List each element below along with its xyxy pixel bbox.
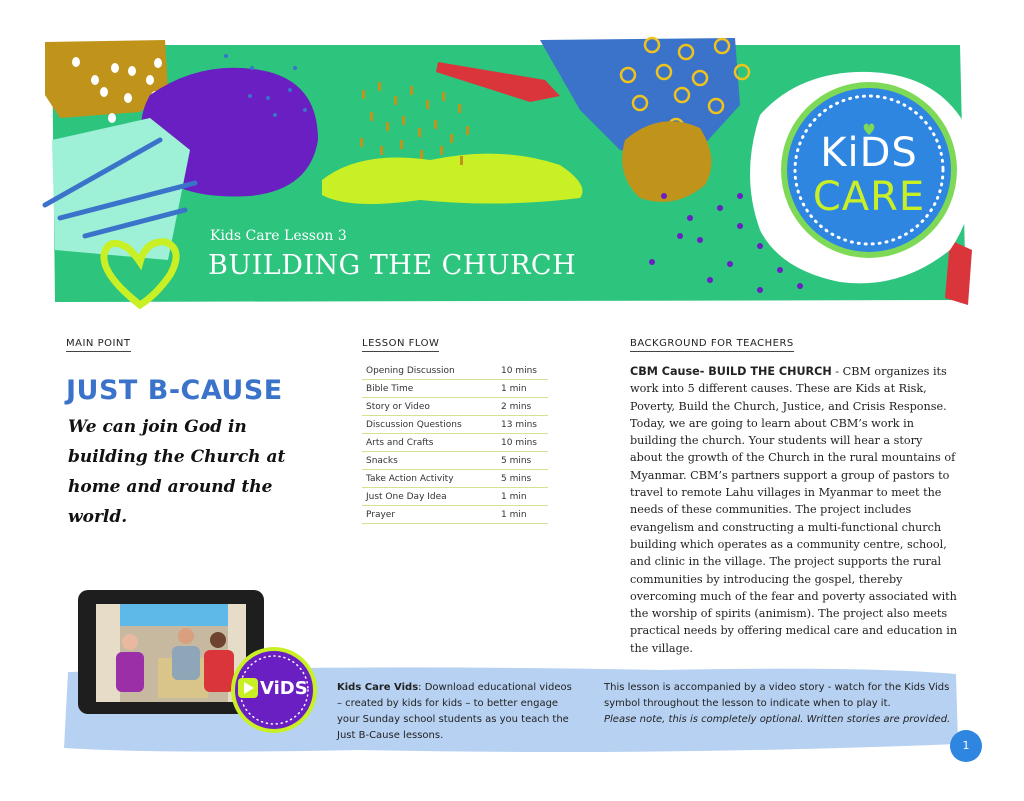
table-row: [362, 434, 548, 452]
logo-text-bottom: CARE: [812, 174, 926, 220]
table-row: [362, 506, 548, 524]
flow-item: Snacks: [362, 452, 497, 470]
main-point-text: We can join God in building the Church at home and around the world.: [68, 417, 286, 527]
flow-time: 5 mins: [497, 452, 548, 470]
table-row: [362, 398, 548, 416]
lesson-flow-table: [362, 362, 548, 524]
flow-time: 1 min: [497, 506, 548, 524]
logo-text-top: KiDS: [820, 130, 918, 176]
vids-note: [604, 680, 954, 728]
flow-time: 1 min: [497, 380, 548, 398]
table-row: [362, 452, 548, 470]
flow-time: 13 mins: [497, 416, 548, 434]
background-body: - CBM organizes its work into 5 different causes. These are Kids at Risk, Poverty, Build the Church, Justice, and Crisis Response. Today, we are going to learn about CBM’s work in building the church. Your students will hear a story about the growth of the Church in the rural mountains of Myanmar. CBM’s partners support a group of pastors to travel to remote Lahu villages in Myanmar to meet the needs of these communities. The project includes evangelism and constructing a multi-functional church building which operates as a community centre, school, and clinic in the village. The project supports the rural communities by introducing the gospel, thereby overcoming much of the fear and poverty associated with the worship of spirits (animism). The project also meets practical needs by offering medical care and education in the village.: [630, 365, 958, 655]
background-heading: BACKGROUND FOR TEACHERS: [630, 338, 794, 352]
vids-badge: [230, 646, 318, 734]
page-number: 1: [950, 730, 982, 762]
lesson-flow-heading: LESSON FLOW: [362, 338, 439, 352]
flow-item: Take Action Activity: [362, 470, 497, 488]
vids-lead: Kids Care Vids: [337, 682, 419, 693]
main-point-heading: MAIN POINT: [66, 338, 131, 352]
flow-item: Story or Video: [362, 398, 497, 416]
flow-time: 1 min: [497, 488, 548, 506]
flow-time: 2 mins: [497, 398, 548, 416]
flow-item: Just One Day Idea: [362, 488, 497, 506]
table-row: [362, 362, 548, 380]
flow-item: Prayer: [362, 506, 497, 524]
kids-care-logo: [779, 80, 959, 260]
vids-description: [337, 680, 577, 744]
page-title: BUILDING THE CHURCH: [208, 250, 577, 281]
flow-item: Bible Time: [362, 380, 497, 398]
flow-time: 5 mins: [497, 470, 548, 488]
flow-item: Discussion Questions: [362, 416, 497, 434]
background-text: [630, 363, 958, 657]
flow-item: Arts and Crafts: [362, 434, 497, 452]
main-point-title: JUST B-CAUSE: [66, 375, 283, 406]
table-row: [362, 488, 548, 506]
flow-time: 10 mins: [497, 434, 548, 452]
vids-note-italic: Please note, this is completely optional. Written stories are provided.: [604, 714, 951, 725]
vids-badge-text: ViDS: [260, 678, 308, 699]
vids-text: : Download educational videos – created by kids for kids – to better engage your Sunday school students as you teach the Just B-Cause lessons.: [337, 682, 572, 741]
vids-note-text: This lesson is accompanied by a video story - watch for the Kids Vids symbol throughout the lesson to indicate when to play it.: [604, 682, 950, 709]
flow-item: Opening Discussion: [362, 362, 497, 380]
flow-time: 10 mins: [497, 362, 548, 380]
table-row: [362, 380, 548, 398]
background-lead: CBM Cause- BUILD THE CHURCH: [630, 365, 832, 378]
table-row: [362, 416, 548, 434]
lesson-subtitle: Kids Care Lesson 3: [210, 228, 347, 244]
table-row: [362, 470, 548, 488]
